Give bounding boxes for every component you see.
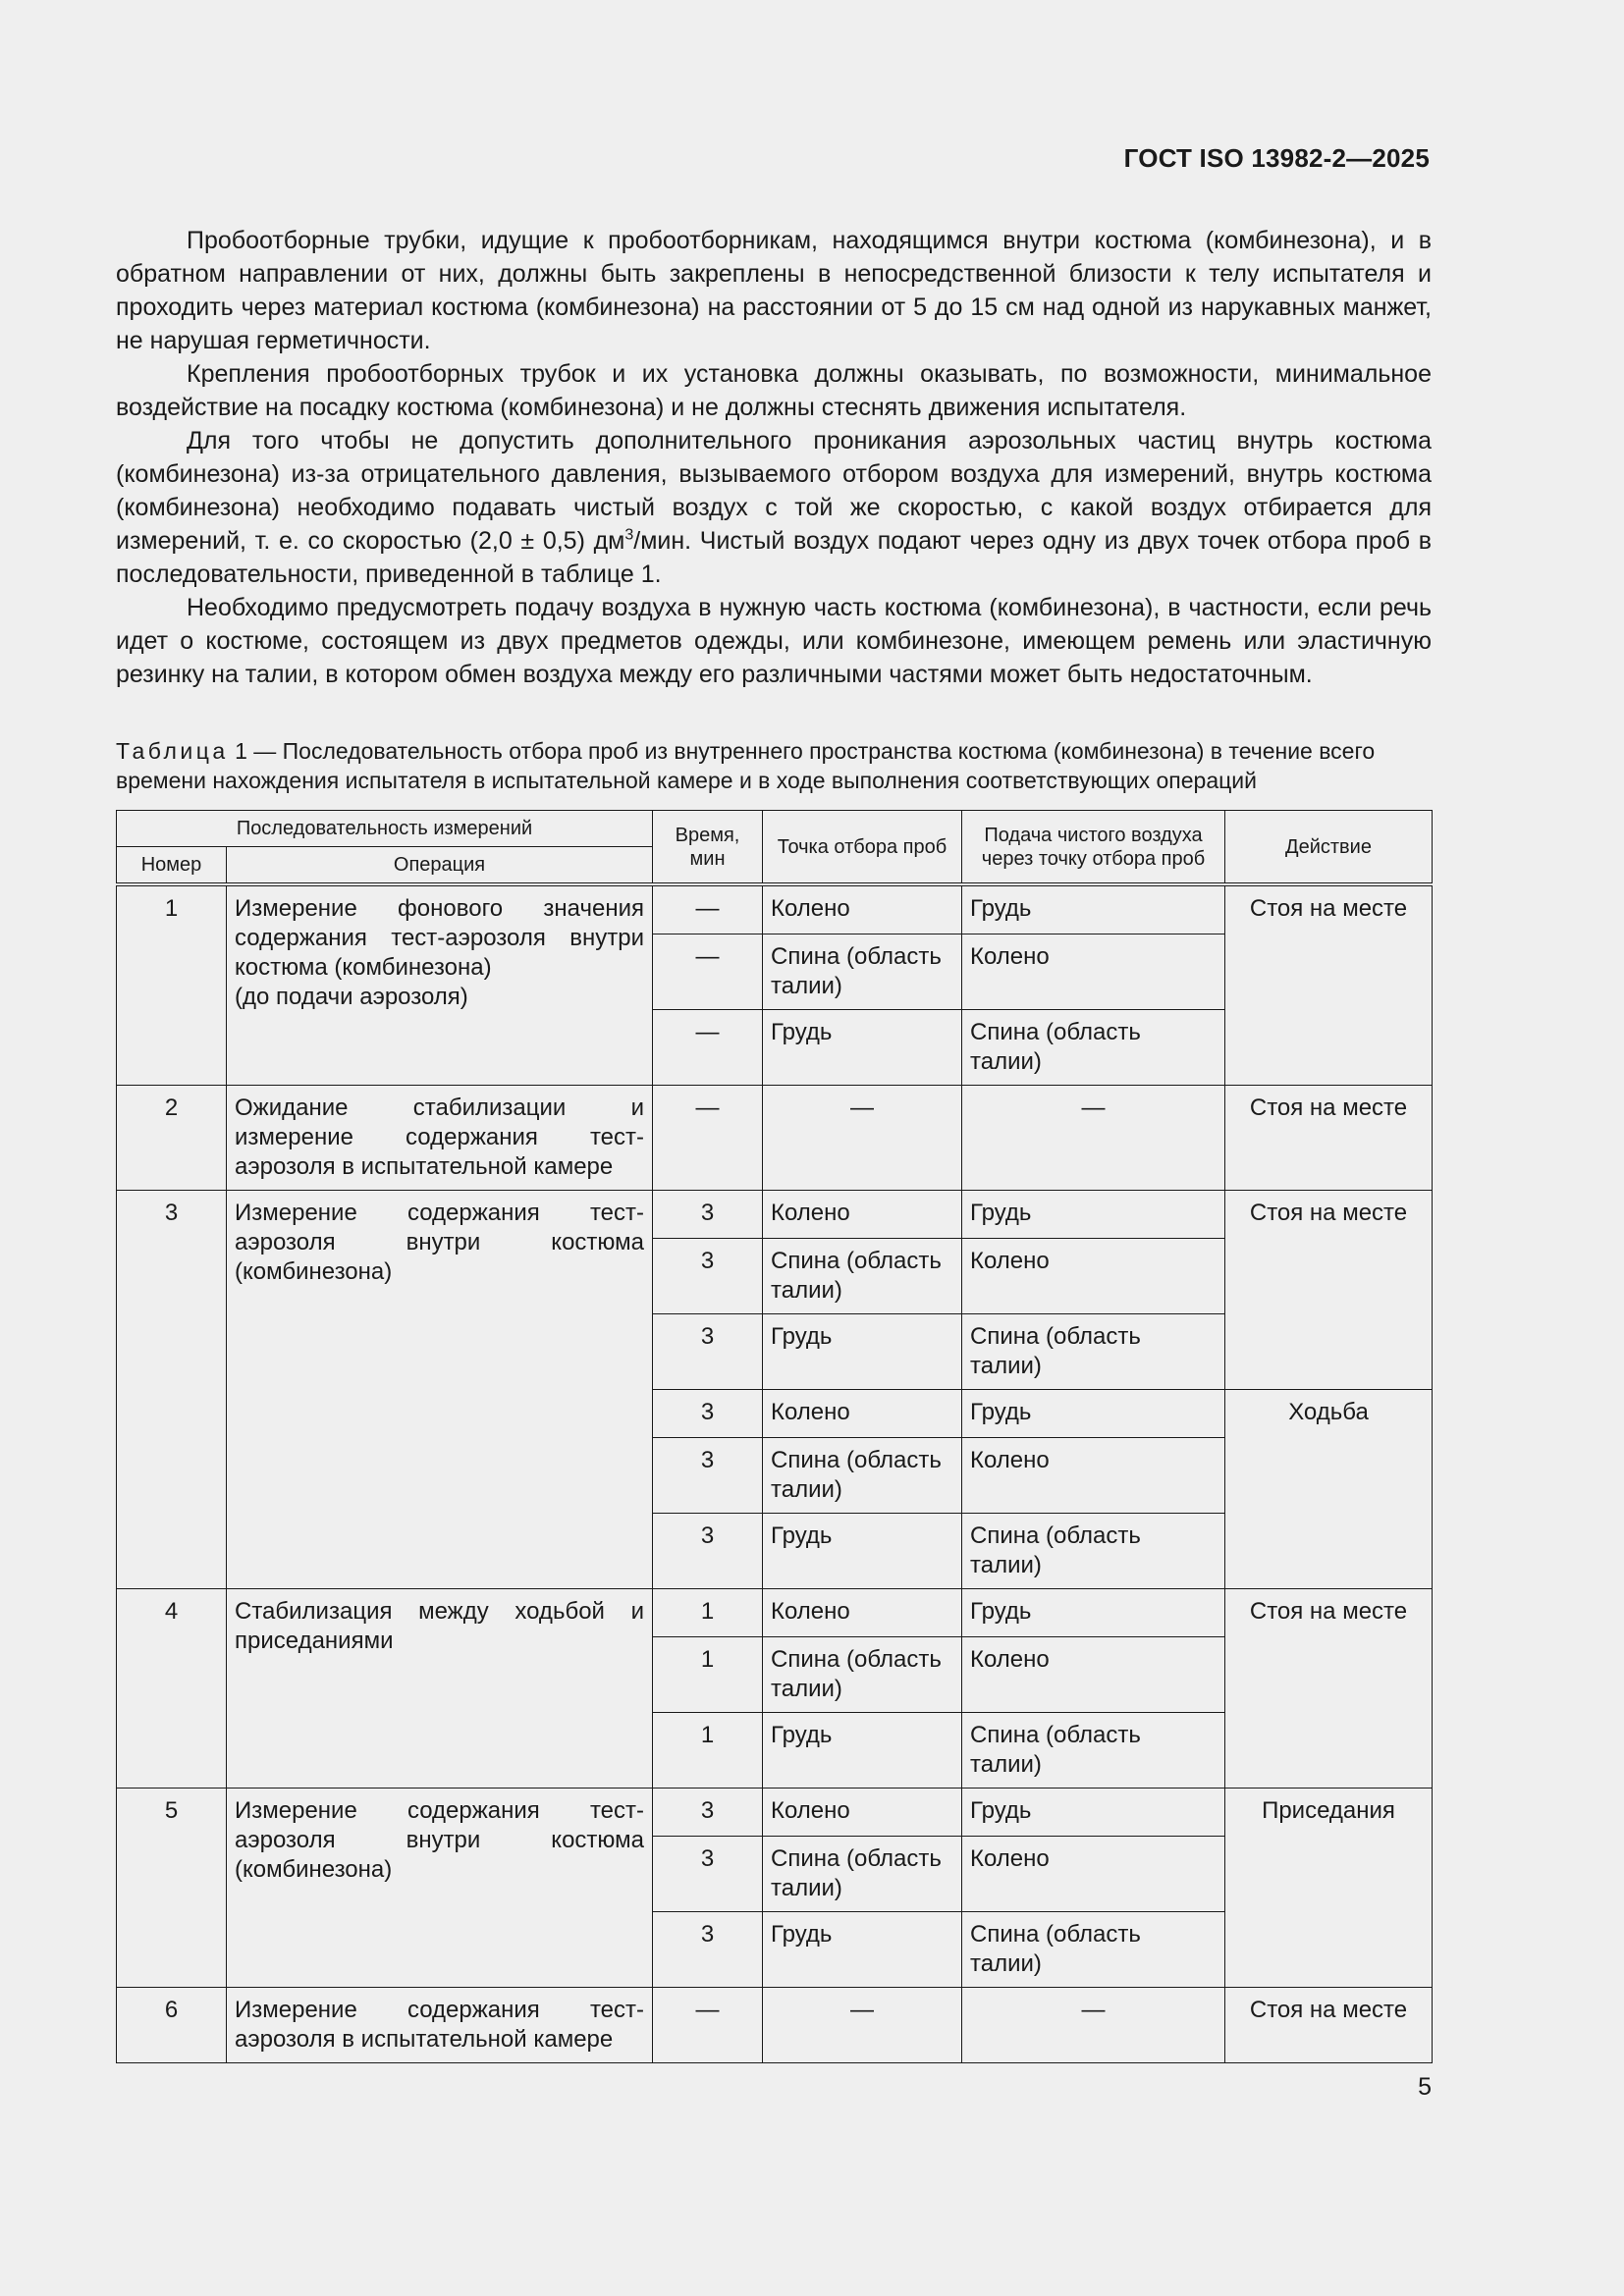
paragraph-part: /мин. Чистый воздух подают через одну из двух точек отбора проб в последовательности, приведенной в таблице 1. bbox=[116, 527, 1432, 588]
cell-sampling-point: Грудь bbox=[763, 1010, 962, 1086]
cell-number: 1 bbox=[117, 884, 227, 1086]
cell-number: 5 bbox=[117, 1789, 227, 1988]
cell-operation: Измерение содержания тест-аэрозоля в испытательной камере bbox=[227, 1988, 653, 2063]
cell-sampling-point: — bbox=[763, 1086, 962, 1191]
cell-time: — bbox=[653, 1010, 763, 1086]
cell-number: 3 bbox=[117, 1191, 227, 1589]
cell-sampling-point: Спина (область талии) bbox=[763, 934, 962, 1010]
cell-sampling-point: Колено bbox=[763, 1390, 962, 1438]
cell-air-supply: Спина (область талии) bbox=[962, 1514, 1225, 1589]
paragraph-part: Для того чтобы не допустить дополнительного проникания аэрозольных частиц внутрь костюма (комбинезона) из-за отрицательного давления, вызываемого отбором воздуха для измерений, внутрь костюма (комбинезона) необходимо подавать чистый воздух с той же скоростью, с какой воздух отбирается для измерений, т. е. со скоростью (2,0 ± 0,5) дм bbox=[116, 427, 1432, 555]
cell-number: 2 bbox=[117, 1086, 227, 1191]
cell-sampling-point: Грудь bbox=[763, 1514, 962, 1589]
cell-time: 3 bbox=[653, 1789, 763, 1837]
cell-air-supply: — bbox=[962, 1988, 1225, 2063]
table-row bbox=[117, 1589, 1433, 1637]
cell-air-supply: Спина (область талии) bbox=[962, 1912, 1225, 1988]
cell-sampling-point: Грудь bbox=[763, 1314, 962, 1390]
cell-sampling-point: Колено bbox=[763, 1191, 962, 1239]
cell-air-supply: Грудь bbox=[962, 884, 1225, 934]
page-number: 5 bbox=[1418, 2073, 1432, 2101]
cell-action: Приседания bbox=[1225, 1789, 1433, 1988]
header-action: Действие bbox=[1225, 811, 1433, 885]
cell-time: 3 bbox=[653, 1239, 763, 1314]
cell-time: — bbox=[653, 884, 763, 934]
cell-action: Ходьба bbox=[1225, 1390, 1433, 1589]
cell-air-supply: Грудь bbox=[962, 1789, 1225, 1837]
cell-time: 3 bbox=[653, 1438, 763, 1514]
cell-operation: Измерение содержания тест-аэрозоля внутри костюма (комбинезона) bbox=[227, 1789, 653, 1988]
cell-time: 3 bbox=[653, 1390, 763, 1438]
cell-air-supply: Колено bbox=[962, 1438, 1225, 1514]
cell-action: Стоя на месте bbox=[1225, 1086, 1433, 1191]
cell-time: — bbox=[653, 1086, 763, 1191]
header-supply: Подача чистого воздуха через точку отбора проб bbox=[962, 811, 1225, 885]
cell-sampling-point: Спина (область талии) bbox=[763, 1837, 962, 1912]
cell-air-supply: — bbox=[962, 1086, 1225, 1191]
header-operation: Операция bbox=[227, 847, 653, 885]
cell-air-supply: Спина (область талии) bbox=[962, 1314, 1225, 1390]
cell-time: 3 bbox=[653, 1912, 763, 1988]
cell-time: 3 bbox=[653, 1191, 763, 1239]
document-code: ГОСТ ISO 13982-2—2025 bbox=[1123, 143, 1430, 173]
table-caption bbox=[116, 736, 1432, 795]
table-caption-label: Таблица bbox=[116, 738, 229, 764]
header-point: Точка отбора проб bbox=[763, 811, 962, 885]
cell-time: 3 bbox=[653, 1314, 763, 1390]
cell-air-supply: Грудь bbox=[962, 1390, 1225, 1438]
cell-number: 6 bbox=[117, 1988, 227, 2063]
body-text bbox=[116, 224, 1432, 691]
paragraph bbox=[116, 424, 1432, 591]
cell-sampling-point: Колено bbox=[763, 884, 962, 934]
cell-sampling-point: Спина (область талии) bbox=[763, 1637, 962, 1713]
cell-operation: Стабилизация между ходьбой и приседаниями bbox=[227, 1589, 653, 1789]
cell-time: 3 bbox=[653, 1837, 763, 1912]
cell-number: 4 bbox=[117, 1589, 227, 1789]
paragraph: Пробоотборные трубки, идущие к пробоотборникам, находящимся внутри костюма (комбинезона), и в обратном направлении от них, должны быть закреплены в непосредственной близости к телу испытателя и проходить через материал костюма (комбинезона) на расстоянии от 5 до 15 см над одной из нарукавных манжет, не нарушая герметичности. bbox=[116, 227, 1432, 354]
cell-operation: Измерение фонового значения содержания тест-аэрозоля внутри костюма (комбинезона) (до подачи аэрозоля) bbox=[227, 884, 653, 1086]
cell-time: — bbox=[653, 1988, 763, 2063]
cell-operation: Ожидание стабилизации и измерение содержания тест-аэрозоля в испытательной камере bbox=[227, 1086, 653, 1191]
table-row bbox=[117, 1789, 1433, 1837]
cell-action: Стоя на месте bbox=[1225, 884, 1433, 1086]
cell-operation: Измерение содержания тест-аэрозоля внутри костюма (комбинезона) bbox=[227, 1191, 653, 1589]
paragraph: Необходимо предусмотреть подачу воздуха в нужную часть костюма (комбинезона), в частности, если речь идет о костюме, состоящем из двух предметов одежды, или комбинезоне, имеющем ремень или эластичную резинку на талии, в котором обмен воздуха между его различными частями может быть недостаточным. bbox=[116, 594, 1432, 688]
cell-sampling-point: Грудь bbox=[763, 1713, 962, 1789]
cell-time: 1 bbox=[653, 1637, 763, 1713]
table-row bbox=[117, 1191, 1433, 1239]
cell-action: Стоя на месте bbox=[1225, 1988, 1433, 2063]
cell-time: 3 bbox=[653, 1514, 763, 1589]
cell-sampling-point: Колено bbox=[763, 1789, 962, 1837]
header-sequence: Последовательность измерений bbox=[117, 811, 653, 847]
cell-air-supply: Колено bbox=[962, 1837, 1225, 1912]
superscript: 3 bbox=[624, 526, 634, 544]
cell-air-supply: Грудь bbox=[962, 1589, 1225, 1637]
header-time: Время, мин bbox=[653, 811, 763, 885]
cell-sampling-point: Спина (область талии) bbox=[763, 1438, 962, 1514]
cell-air-supply: Колено bbox=[962, 1239, 1225, 1314]
cell-air-supply: Спина (область талии) bbox=[962, 1713, 1225, 1789]
cell-sampling-point: Грудь bbox=[763, 1912, 962, 1988]
cell-sampling-point: Спина (область талии) bbox=[763, 1239, 962, 1314]
paragraph: Крепления пробоотборных трубок и их установка должны оказывать, по возможности, минимальное воздействие на посадку костюма (комбинезона) и не должны стеснять движения испытателя. bbox=[116, 360, 1432, 421]
header-number: Номер bbox=[117, 847, 227, 885]
sampling-sequence-table bbox=[116, 810, 1433, 2063]
table-row bbox=[117, 1988, 1433, 2063]
cell-action: Стоя на месте bbox=[1225, 1191, 1433, 1390]
cell-sampling-point: Колено bbox=[763, 1589, 962, 1637]
table-row bbox=[117, 884, 1433, 934]
cell-air-supply: Грудь bbox=[962, 1191, 1225, 1239]
cell-air-supply: Колено bbox=[962, 1637, 1225, 1713]
cell-time: 1 bbox=[653, 1713, 763, 1789]
table-row bbox=[117, 1086, 1433, 1191]
cell-air-supply: Спина (область талии) bbox=[962, 1010, 1225, 1086]
cell-sampling-point: — bbox=[763, 1988, 962, 2063]
cell-action: Стоя на месте bbox=[1225, 1589, 1433, 1789]
cell-time: — bbox=[653, 934, 763, 1010]
cell-air-supply: Колено bbox=[962, 934, 1225, 1010]
cell-time: 1 bbox=[653, 1589, 763, 1637]
table-caption-text: 1 — Последовательность отбора проб из внутреннего пространства костюма (комбинезона) в течение всего времени нахождения испытателя в испытательной камере и в ходе выполнения соответствующих операций bbox=[116, 738, 1376, 793]
table-body bbox=[117, 884, 1433, 2063]
